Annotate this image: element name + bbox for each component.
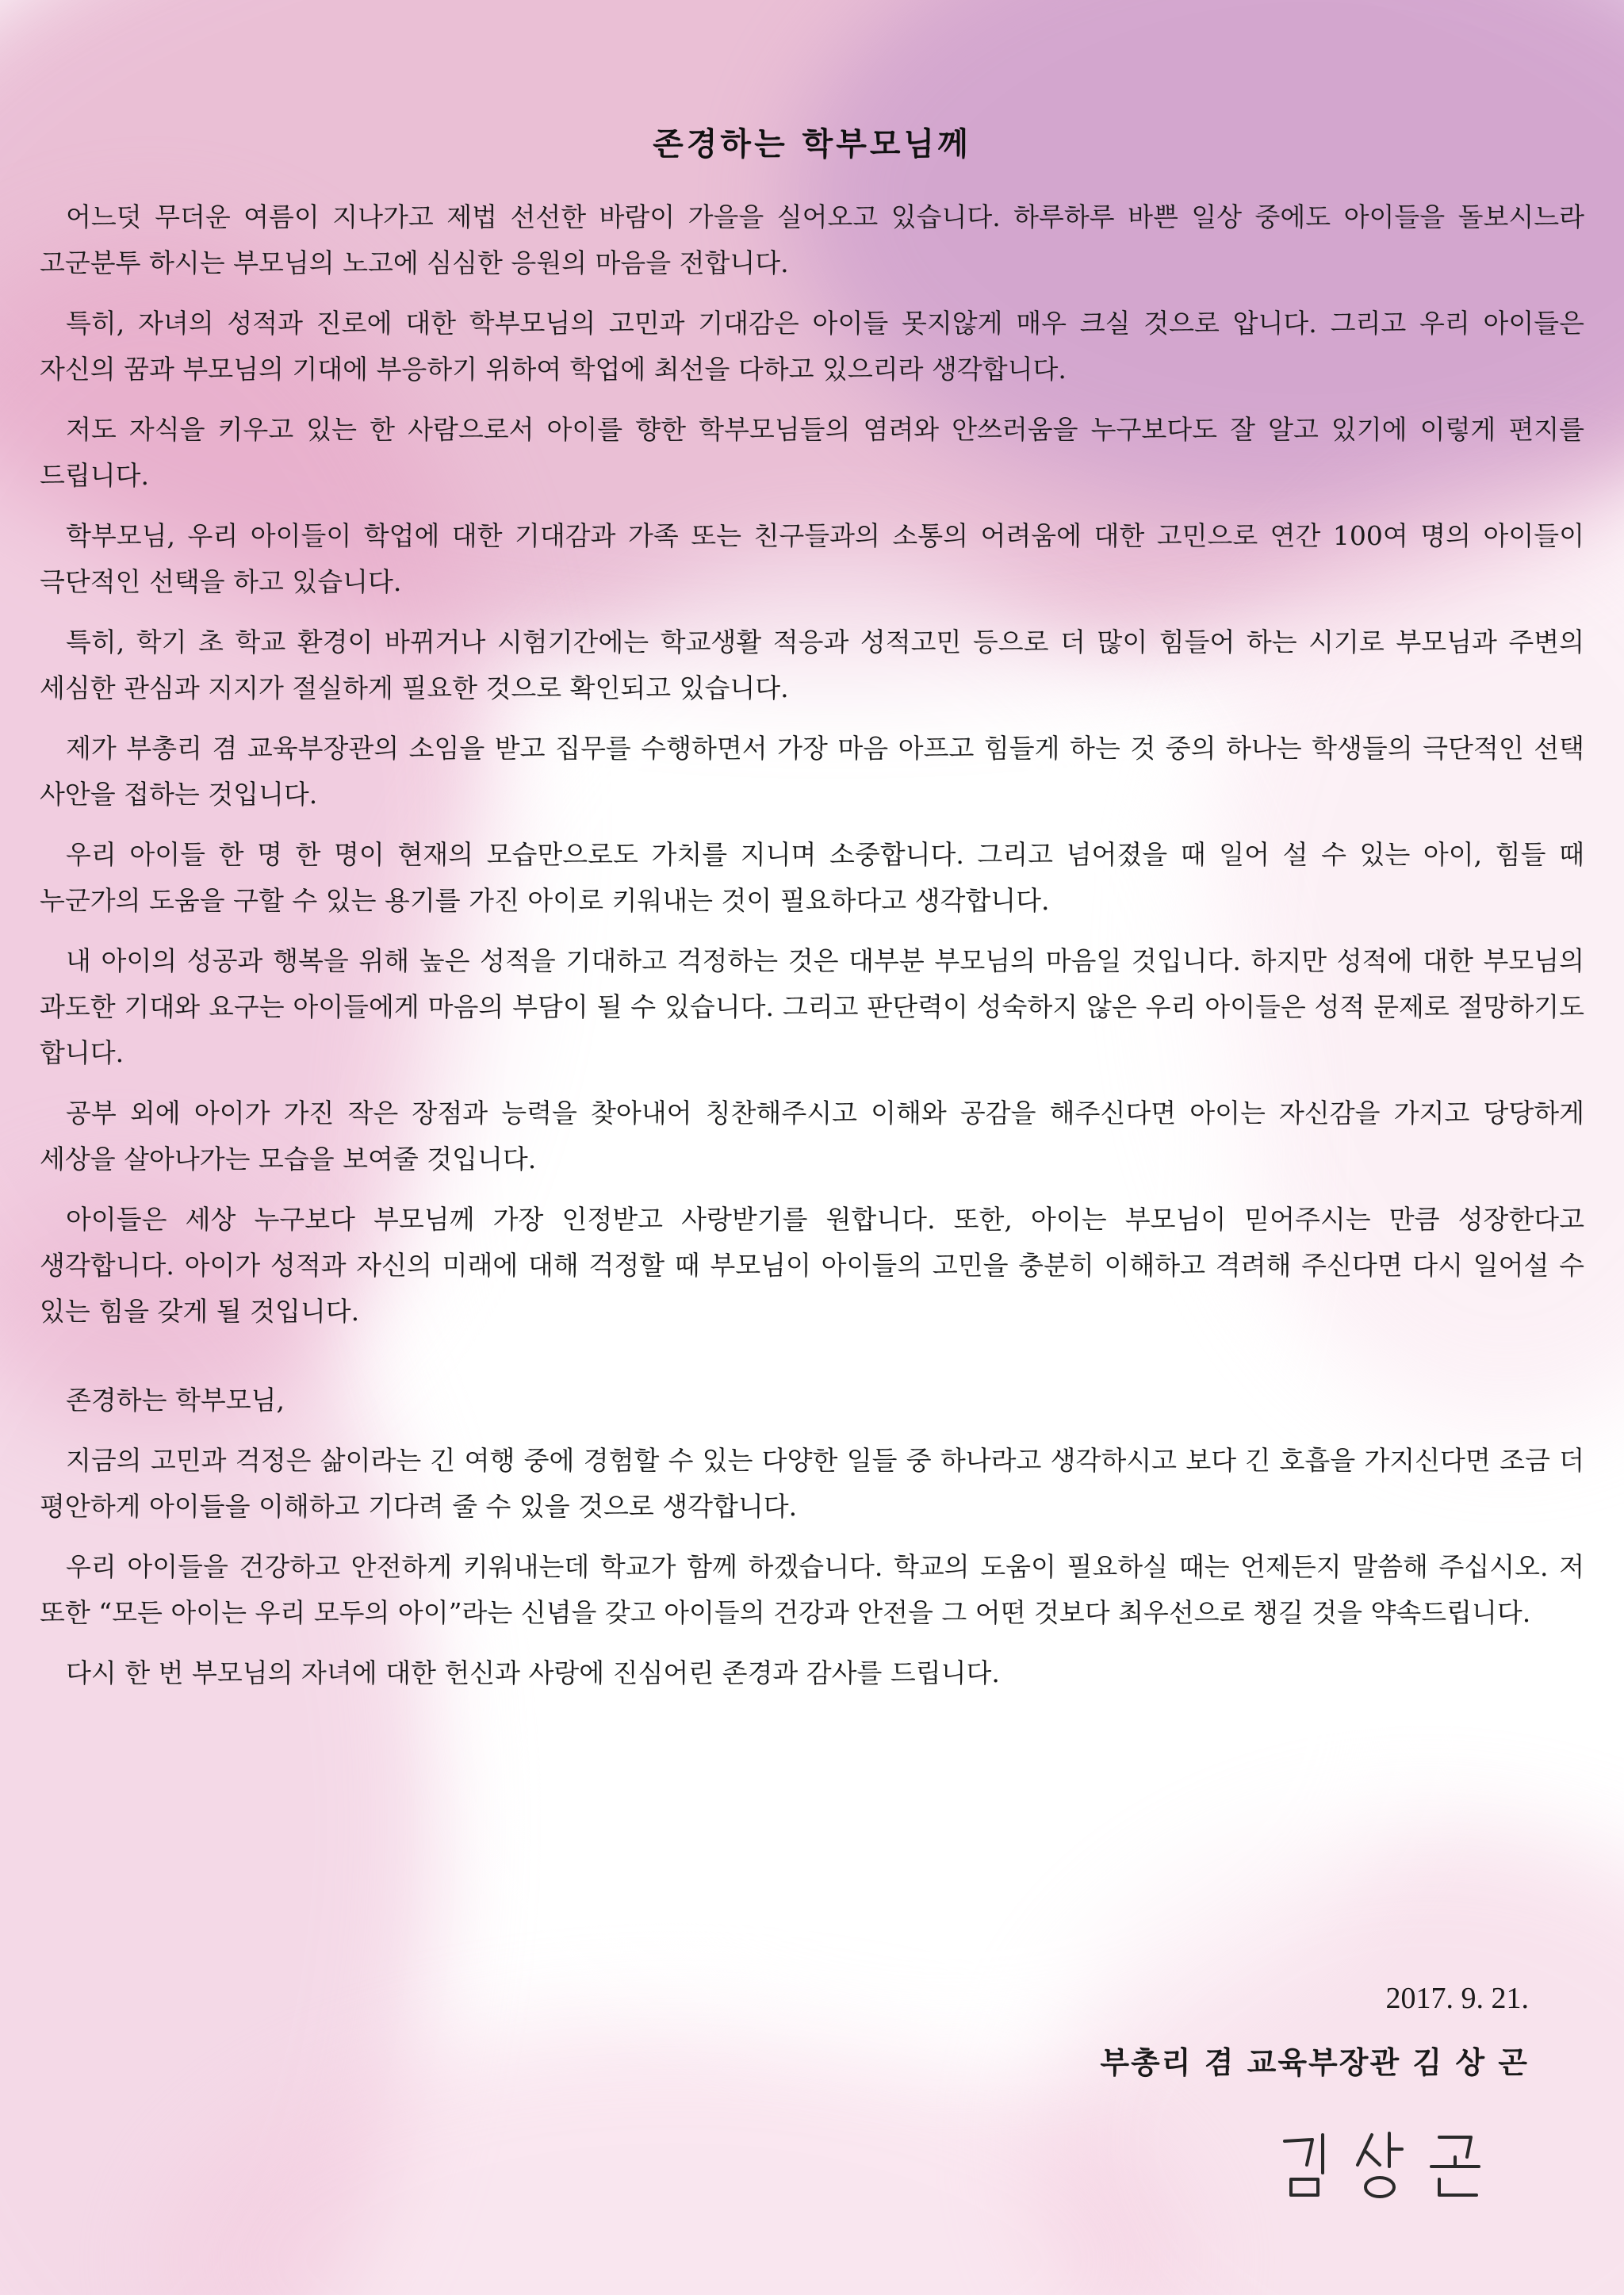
paragraph: 특히, 학기 초 학교 환경이 바뀌거나 시험기간에는 학교생활 적응과 성적고민 등으로 더 많이 힘들어 하는 시기로 부모님과 주변의 세심한 관심과 지지가 절실하게 필요한 것으로 확인되고 있습니다.	[40, 626, 1584, 703]
letter-date: 2017. 9. 21.	[1385, 1982, 1529, 2015]
closing-paragraph: 다시 한 번 부모님의 자녀에 대한 헌신과 사랑에 진심어린 존경과 감사를 드립니다.	[66, 1657, 1000, 1688]
paragraph: 내 아이의 성공과 행복을 위해 높은 성적을 기대하고 걱정하는 것은 대부분 부모님의 마음일 것입니다. 하지만 성적에 대한 부모님의 과도한 기대와 요구는 아이들에게 마음의 부담이 될 수 있습니다. 그리고 판단력이 성숙하지 않은 우리 아이들은 성적 문제로 절망하기도 합니다.	[40, 945, 1584, 1068]
closing-paragraph: 지금의 고민과 걱정은 삶이라는 긴 여행 중에 경험할 수 있는 다양한 일들 중 하나라고 생각하시고 보다 긴 호흡을 가지신다면 조금 더 평안하게 아이들을 이해하고 기다려 줄 수 있을 것으로 생각합니다.	[40, 1445, 1584, 1522]
paragraph: 어느덧 무더운 여름이 지나가고 제법 선선한 바람이 가을을 실어오고 있습니다. 하루하루 바쁜 일상 중에도 아이들을 돌보시느라 고군분투 하시는 부모님의 노고에 심심한 응원의 마음을 전합니다.	[40, 201, 1584, 278]
paragraph: 제가 부총리 겸 교육부장관의 소임을 받고 집무를 수행하면서 가장 마음 아프고 힘들게 하는 것 중의 하나는 학생들의 극단적인 선택 사안을 접하는 것입니다.	[40, 733, 1584, 810]
paragraph: 공부 외에 아이가 가진 작은 장점과 능력을 찾아내어 칭찬해주시고 이해와 공감을 해주신다면 아이는 자신감을 가지고 당당하게 세상을 살아나가는 모습을 보여줄 것입니다.	[40, 1098, 1584, 1174]
paragraph: 학부모님, 우리 아이들이 학업에 대한 기대감과 가족 또는 친구들과의 소통의 어려움에 대한 고민으로 연간 100여 명의 아이들이 극단적인 선택을 하고 있습니다.	[40, 520, 1584, 597]
closing-paragraph: 우리 아이들을 건강하고 안전하게 키워내는데 학교가 함께 하겠습니다. 학교의 도움이 필요하실 때는 언제든지 말씀해 주십시오. 저 또한 “모든 아이는 우리 모두의 아이”라는 신념을 갖고 아이들의 건강과 안전을 그 어떤 것보다 최우선으로 챙길 것을 약속드립니다.	[40, 1551, 1584, 1628]
handwritten-signature	[1269, 2117, 1507, 2205]
letter-body	[40, 119, 1584, 1711]
signature-block	[1100, 1975, 1529, 2082]
greeting: 존경하는 학부모님,	[66, 1385, 285, 1416]
paragraph: 우리 아이들 한 명 한 명이 현재의 모습만으로도 가치를 지니며 소중합니다. 그리고 넘어졌을 때 일어 설 수 있는 아이, 힘들 때 누군가의 도움을 구할 수 있는 용기를 가진 아이로 키워내는 것이 필요하다고 생각합니다.	[40, 839, 1584, 916]
letter-title: 존경하는 학부모님께	[653, 126, 971, 163]
paragraph: 특히, 자녀의 성적과 진로에 대한 학부모님의 고민과 기대감은 아이들 못지않게 매우 크실 것으로 압니다. 그리고 우리 아이들은 자신의 꿈과 부모님의 기대에 부응하기 위하여 학업에 최선을 다하고 있으리라 생각합니다.	[40, 308, 1584, 385]
paragraph: 저도 자식을 키우고 있는 한 사람으로서 아이를 향한 학부모님들의 염려와 안쓰러움을 누구보다도 잘 알고 있기에 이렇게 편지를 드립니다.	[40, 414, 1584, 491]
sender-name: 부총리 겸 교육부장관 김 상 곤	[1100, 2045, 1529, 2080]
paragraph: 아이들은 세상 누구보다 부모님께 가장 인정받고 사랑받기를 원합니다. 또한, 아이는 부모님이 믿어주시는 만큼 성장한다고 생각합니다. 아이가 성적과 자신의 미래에 대해 걱정할 때 부모님이 아이들의 고민을 충분히 이해하고 격려해 주신다면 다시 일어설 수 있는 힘을 갖게 될 것입니다.	[40, 1204, 1584, 1327]
